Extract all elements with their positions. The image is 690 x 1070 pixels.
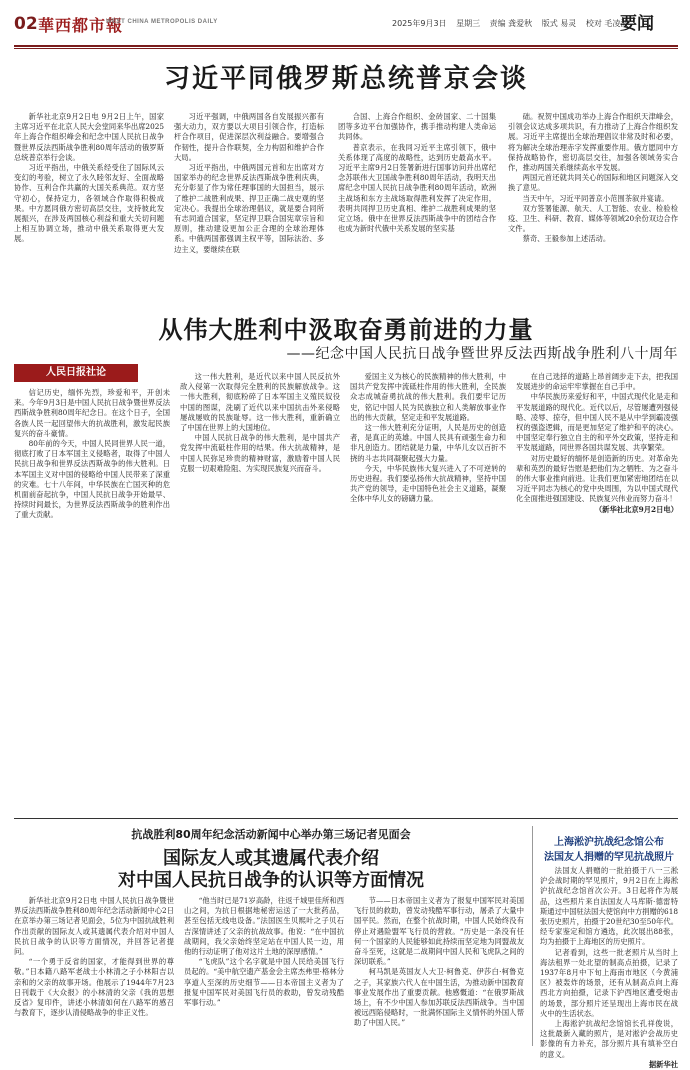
page-header <box>0 0 690 46</box>
newspaper-logo-en: WEST CHINA METROPOLIS DAILY <box>106 19 218 25</box>
paragraph: 合国、上海合作组织、金砖国家、二十国集团等多边平台加强协作，携手推动构建人类命运共同体。 <box>338 112 496 142</box>
editorial-label: 人民日报社论 <box>14 364 138 382</box>
story3-column-3 <box>354 896 524 1046</box>
paragraph: 新华社北京9月2日电 9月2日上午，国家主席习近平在北京人民大会堂同来华出席2025年上海合作组织峰会和纪念中国人民抗日战争暨世界反法西斯战争胜利80周年活动的俄罗斯总统普京举行会谈。 <box>14 112 164 162</box>
editor-credit: 责编 龚爱秋 <box>489 19 533 28</box>
story1-column-4 <box>508 112 678 302</box>
paragraph: “他当时已是71岁高龄，往返千城里佳所和西山之间，为抗日根据地秘密运送了一大批药品，甚至包括无线电设备。”法国医生贝熙叶之子贝石吉深情讲述了父亲的抗战故事。他说：“在中国抗战期间，我父亲始终坚定站在中国人民一边，用他的行动证明了他对这片土地的深厚感情。” <box>184 896 344 957</box>
paragraph: 两国元首还就共同关心的国际和地区问题深入交换了意见。 <box>508 173 678 193</box>
paragraph: 爱国主义为核心的民族精神的伟大胜利，中国共产党发挥中流砥柱作用的伟大胜利，全民族众志成城奋勇抗战的伟大胜利。我们要牢记历史，铭记中国人民为民族独立和人类解放事业作出的伟大贡献，坚定走和平发展道路。 <box>350 372 506 422</box>
paragraph: “飞虎队”这个名字就是中国人民给美国飞行员起的。“美中航空遗产基金会主席杰弗里·格林分享道人至深的历史细节——日本帝国主义者为了报复中国军民对美国飞行员的救助，曾发动残酷军事行动。” <box>184 957 344 1008</box>
header-rule-thin <box>14 48 678 49</box>
paragraph: 对历史最好的缅怀是创造新的历史。对革命先辈和英烈的最好告慰是把他们为之牺牲、为之奋斗的伟大事业推向前进。让我们更加紧密地团结在以习近平同志为核心的党中央周围，为以中国式现代化全面推进强国建设、民族复兴伟业而努力奋斗！ <box>516 453 678 504</box>
issue-date: 2025年9月3日 <box>392 19 447 28</box>
paragraph: 法国友人捐赠的一批拍摄于八一三淞沪会战时期的罕见照片，9月2日在上海淞沪抗战纪念馆首次公开。3日起将作为展品，这些照片来自法国友人马库斯·德雷特斯通过中国驻法国大使馆向中方捐赠的618张历史照片，拍摄于20世纪30至50年代。经专家鉴定和馆方遴选，此次展出88张，均为拍摄于上海地区的历史照片。 <box>540 866 678 947</box>
paragraph: 上海淞沪抗战纪念馆馆长孔祥俊说，这批最新入藏的照片，是对淞沪会战历史影像的有力补充，部分照片具有填补空白的意义。 <box>540 1019 678 1059</box>
paragraph: 信记历史，缅怀先烈，珍爱和平，开创未来。今年9月3日是中国人民抗日战争暨世界反法西斯战争胜利80周年纪念日。在这个日子，全国各族人民一起回望伟大的抗战胜利，激发起民族复兴的奋斗豪情。 <box>14 388 170 438</box>
signoff: （新华社北京9月2日电） <box>594 504 678 514</box>
paragraph: 双方签署能源、航天、人工智能、农业、检验检疫、卫生、科研、教育、媒体等领域20余份双边合作文件。 <box>508 203 678 234</box>
page-number: 02 <box>14 14 38 34</box>
paragraph: 中国人民抗日战争的伟大胜利，是中国共产党发挥中流砥柱作用的结果。伟大抗战精神，是中国人民弥足珍贵的精神财富，激励着中国人民克服一切艰难险阻、为实现民族复兴而奋斗。 <box>180 433 340 473</box>
section-divider <box>14 818 678 819</box>
story1-headline: 习近平同俄罗斯总统普京会谈 <box>163 64 528 94</box>
paragraph: 新华社北京9月2日电 中国人民抗日战争暨世界反法西斯战争胜利80周年纪念活动新闻中心2日在京举办第三场记者见面会，5位为中国抗战胜利作出贡献的国际友人或其遗属代表介绍对中国人民抗日战争的认识等方面情况，并回答记者提问。 <box>14 896 174 957</box>
paragraph: 节——日本帝国主义者为了报复中国军民对美国飞行员的救助，曾发动残酷军事行动，屠杀了大量中国平民。然而，在整个抗战时期，中国人民始终没有停止对遇险盟军飞行员的营救。“历史是一条没有任何一个国家的人民能够如此持续而坚定地为同盟战友奋斗至死，这就是二战期间中国人民和飞虎队之间的深切联系。” <box>354 896 524 967</box>
paragraph: 80年前的今天，中国人民同世界人民一道，彻底打败了日本军国主义侵略者，取得了中国人民抗日战争和世界反法西斯战争的伟大胜利。日本军国主义对中国的侵略给中国人民带来了深重的灾难。七十八年间，中华民族在亡国灭种的危机面前奋起抗争，中国人民抗日战争开始最早、持续时间最长，为世界反法西斯战争的胜利作出了重大贡献。 <box>14 439 170 520</box>
story2-column-2 <box>180 372 340 812</box>
paragraph: 这一伟大胜利，是近代以来中国人民反抗外敌入侵第一次取得完全胜利的民族解放战争。这一伟大胜利，彻底粉碎了日本军国主义殖民奴役中国的图谋，洗刷了近代以来中国抗击外来侵略屡战屡败的民族耻辱。这一伟大胜利，重新确立了中国在世界上的大国地位。 <box>180 372 340 433</box>
sidebar-headline-1: 上海淞沪抗战纪念馆公布 <box>554 837 664 848</box>
story2-column-4 <box>516 372 678 812</box>
designer-credit: 版式 易灵 <box>541 19 577 28</box>
paragraph: 习近平强调，中俄两国各自发展振兴都有强大动力，双方要以大项目引领合作，打造标杆合作项目，促进深层次利益融合。要增强合作韧性，提升合作联契，全力构固和维护合作大局。 <box>174 112 324 162</box>
paragraph: 蔡奇、王毅参加上述活动。 <box>522 234 611 244</box>
story1-column-3 <box>338 112 496 302</box>
sidebar-body <box>540 866 678 1069</box>
paragraph: 础。祝贺中国成功举办上海合作组织天津峰会，引领会议达成多项共识，有力推动了上海合作组织发展。习近平主席提出全球治理倡议非常及时和必要，将为解决全球治理赤字发挥重要作用。俄方愿同中方保持战略协作，密切高层交往，加强各领域务实合作，推动两国关系继续高水平发展。 <box>508 112 678 173</box>
proofreader-credit: 校对 毛凌波 <box>585 19 629 28</box>
story3-headline-line1: 国际友人或其遗属代表介绍 <box>163 848 379 869</box>
paragraph: 普京表示，在我同习近平主席引领下，俄中关系体现了高度的战略性，达到历史最高水平。习近平主席9月2日签署新进行国事访问并出席纪念苏联伟大卫国战争胜利80周年活动，我明天出席纪念中国人民抗日战争胜利80周年活动，欧洲主战场和东方主战场取得胜利发挥了决定作用，表明共同捍卫历史真相、维护二战胜利成果的坚定立场。俄中在世界反法西斯战争中的团结合作也成为新时代俄中关系发展的坚实基 <box>338 142 496 234</box>
story2-subhead: ——纪念中国人民抗日战争暨世界反法西斯战争胜利八十周年 <box>286 346 678 362</box>
paragraph: 习近平指出，中俄两国元首和左出席对方国家举办的纪念世界反法西斯战争胜利庆典，充分彰显了作为常任理事国的大国担当，展示了维护二战胜利成果、捍卫正确二战史观的坚定决心。我提出全球治理倡议，就是要合同所有志同道合国家，坚定捍卫联合国宪章宗旨和原则，推动建设更加公正合理的全球治理体系。中俄两国都强调主权平等，国际法治、多边主义，要继续在联 <box>174 163 324 254</box>
sidebar-headline-2: 法国友人捐赠的罕见抗战照片 <box>544 852 674 863</box>
paragraph: 在自己选择的道路上昂首阔步走下去，把我国发展进步的命运牢牢掌握在自己手中。 <box>516 372 678 392</box>
story3-prehead: 抗战胜利80周年纪念活动新闻中心举办第三场记者见面会 <box>131 828 411 841</box>
story3-column-1 <box>14 896 174 1046</box>
story2-column-1 <box>14 388 170 812</box>
issue-weekday: 星期三 <box>456 19 481 28</box>
newspaper-logo: 華西都市報 <box>38 16 124 35</box>
story2-column-3 <box>350 372 506 812</box>
section-tag: 要闻 <box>620 14 654 34</box>
header-rule <box>14 45 678 47</box>
paragraph: 柯马凯是英国友人大卫·柯鲁克、伊莎白·柯鲁克之子，其家族六代人在中国生活，为推动新中国教育事业发展作出了重要贡献。他感慨道：“在俄罗斯战场上，有不少中国人参加苏联反法西斯战争。当中国被远西陷侵略时，一批满怀国际主义情怀的外国人帮助了中国人民。” <box>354 967 524 1028</box>
paragraph: 当天中午，习近平同普京小范围茶叙并宴请。 <box>522 193 669 203</box>
paragraph: 记者看到，这些一批老照片从当时上海法租界一处北望的制高点拍摄，记录了1937年8月中下旬上海南市地区（今黄浦区）被轰炸的场景，还有从制高点向上海西北方向拍摄，记录下沪西地区遭受炮击的场景，部分照片还呈现出上海市民在战火中的生活状态。 <box>540 947 678 1018</box>
story3-column-2 <box>184 896 344 1046</box>
story3-headline-line2: 对中国人民抗日战争的认识等方面情况 <box>118 870 424 891</box>
paragraph: 习近平指出，中俄关系经受住了国际风云变幻的考验，树立了永久睦邻友好、全面战略协作、互利合作共赢的大国关系典范。双方坚守初心，保持定力，各领域合作取得积极成果。中方愿同俄方密切高层交往，支持彼此发展振兴，在涉及两国核心利益和重大关切问题上相互协调立场，推动中俄关系取得更大发展。 <box>14 163 164 244</box>
paragraph: 这一伟大胜利充分证明，人民是历史的创造者，是真正的英雄。中国人民具有顽强生命力和非凡创造力。团结就是力量，中华儿女以百折不挠的斗志共同凝聚起强大力量。 <box>350 423 506 463</box>
header-info <box>392 18 635 29</box>
sidebar-divider <box>532 826 533 1046</box>
story1-column-2 <box>174 112 324 302</box>
story2-headline: 从伟大胜利中汲取奋勇前进的力量 <box>158 316 534 344</box>
story1-column-1 <box>14 112 164 302</box>
sidebar-signoff: 据新华社 <box>648 1059 678 1069</box>
paragraph: 中华民族历来爱好和平，中国式现代化是走和平发展道路的现代化。近代以后，尽管屡遭列强侵略、凌辱、掠夺，但中国人民不是从中学到霸凌强权的强盗逻辑，而是更加坚定了维护和平的决心。中国坚定奉行独立自主的和平外交政策，坚持走和平发展道路，同世界各国共谋发展、共享繁荣。 <box>516 392 678 453</box>
paragraph: 今天，中华民族伟大复兴进入了不可逆转的历史进程。我们要弘扬伟大抗战精神，坚持中国共产党的领导，走中国特色社会主义道路，凝聚全体中华儿女的磅礴力量。 <box>350 463 506 504</box>
paragraph: “一个勇于反省的国家，才能得到世界的尊敬。”日本籍八路军老战士小林清之子小林阳吉以亲和的父亲的故事开场。他展示了1944年7月23日刊载于《大众报》的小林清的父亲《我的思想反省》复印件，讲述小林清如何在八路军的感召与教育下，逐步认清侵略战争的非正义性。 <box>14 957 174 1018</box>
